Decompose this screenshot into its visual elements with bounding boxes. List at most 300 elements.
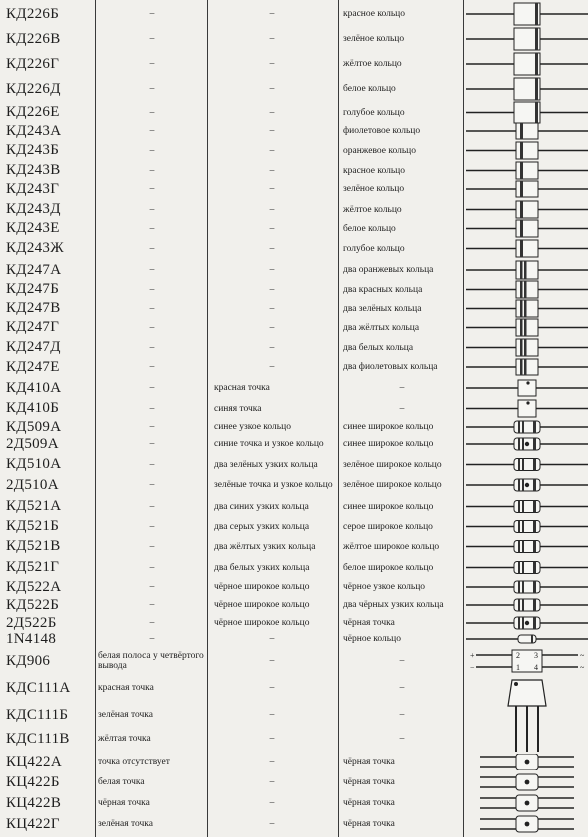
diode-body-icon [516,181,538,197]
marking-text: – [149,165,155,176]
package-icon [466,52,588,76]
diode-type: КД243А [6,122,62,139]
diode-type: КЦ422А [6,753,62,770]
marking-text: белая точка [98,777,145,787]
case-marking [100,219,204,238]
marking-text: – [149,303,155,314]
anode-marking [210,632,334,646]
marking-text: жёлтое кольцо [343,59,402,69]
marking-ring-icon [520,181,523,197]
table-row [0,813,588,835]
diode-type: КД247А [6,261,62,278]
marking-text: – [149,459,155,470]
case-marking [100,578,204,596]
marking-text: красное кольцо [343,165,406,176]
marking-text: – [269,184,275,194]
package-drawing [466,358,588,376]
table-row [0,454,588,475]
cathode-marking [343,77,461,101]
diode-type: 2Д522Б [6,614,57,631]
pin-polarity-label: + [470,651,475,660]
diode-body-icon [514,562,540,574]
marking-text: зелёное кольцо [343,184,405,194]
marking-text: – [149,480,155,490]
marking-text: два белых узких кольца [214,562,310,573]
diode-type: КД243Ж [6,240,64,256]
pin-number: 3 [534,651,538,660]
package-icon [466,219,588,238]
marking-ring-icon [520,123,523,139]
marking-text: – [149,107,155,118]
package-drawing [466,647,588,675]
marking-text: чёрная точка [98,798,150,808]
package-icon [466,280,588,299]
marking-text: – [149,582,155,592]
marking-ring-icon [522,521,524,533]
anode-marking [214,496,336,517]
marking-ring-icon [533,541,536,553]
marking-text: – [269,165,275,176]
diode-type: 1N4148 [6,630,57,647]
marking-ring-icon [533,521,536,533]
anode-marking [214,378,336,398]
marking-text: – [399,683,405,693]
anode-marking [210,772,334,792]
marking-text: оранжевое кольцо [343,145,416,156]
diode-body-icon [514,421,540,433]
package-drawing [466,578,588,596]
package-icon [466,27,588,51]
marking-text: чёрная точка [343,618,395,628]
marking-text: два чёрных узких кольца [343,600,444,610]
marking-ring-icon [522,581,524,593]
table-row [0,474,588,496]
marking-text: чёрная точка [343,819,395,829]
anode-marking [210,318,334,337]
marking-text: чёрное узкое кольцо [343,582,426,592]
case-marking [98,677,206,699]
table-row [0,632,588,646]
diode-body-icon [516,319,538,336]
marking-ring-icon [533,479,536,491]
package-drawing [466,516,588,537]
marking-text: – [149,562,155,573]
cathode-marking [343,647,461,675]
anode-marking [214,516,336,537]
marking-text: фиолетовое кольцо [343,126,421,136]
marking-text: белое широкое кольцо [343,562,434,573]
marking-text: два белых кольца [343,342,414,353]
package-drawing [466,772,588,792]
marking-text: – [269,84,275,94]
pin-polarity-label: − [470,663,475,672]
diode-type: КД226Е [6,104,60,120]
diode-type: КДС111Б [6,706,69,723]
case-marking [100,77,204,101]
anode-marking [210,161,334,180]
table-row [0,122,588,140]
cathode-marking [343,161,461,180]
marking-ring-icon [518,438,520,450]
marking-ring-icon [533,438,536,450]
cathode-marking [343,595,461,615]
diode-type: КД521Б [6,518,60,534]
marking-text: два красных кольца [343,284,423,295]
marking-text: – [269,9,275,19]
marking-dot-icon [514,682,518,686]
marking-ring-icon [533,581,536,593]
marking-text: чёрная точка [343,757,395,767]
anode-marking [210,793,334,813]
table-row [0,378,588,398]
case-marking [100,122,204,140]
anode-marking [210,77,334,101]
marking-text: жёлтое кольцо [343,204,402,215]
diode-type: КД226Д [6,80,61,97]
marking-text: – [269,342,275,353]
diode-type: КДС111А [6,679,71,696]
package-icon [466,454,588,475]
package-drawing [466,595,588,615]
cathode-marking [343,454,461,475]
pin-number: 1 [516,663,520,672]
diode-body-icon [516,300,538,317]
marking-text: синее широкое кольцо [343,439,434,449]
case-marking [100,557,204,578]
package-icon [466,101,588,124]
package-icon [466,239,588,258]
marking-dot-icon [525,621,529,625]
diode-type: КД243Г [6,180,60,197]
package-drawing [466,496,588,517]
case-marking [100,595,204,615]
package-icon [466,793,588,813]
marking-text: – [269,656,275,666]
diode-type: 2Д510А [6,476,59,493]
diode-body-icon [518,635,536,643]
marking-ring-icon [522,479,524,491]
diode-type: КД410А [6,379,62,396]
marking-text: – [149,184,155,194]
package-icon [466,647,588,675]
case-marking [100,52,204,76]
diode-type: КД243Д [6,201,61,217]
anode-marking [214,614,336,632]
anode-marking [210,260,334,280]
table-row [0,647,588,675]
case-marking [100,398,204,419]
marking-text: два серых узких кольца [214,521,310,532]
diode-body-icon [514,541,540,553]
diode-type: КД247Б [6,281,60,297]
package-icon [466,516,588,537]
package-drawing [466,434,588,454]
diode-body-icon [516,201,538,218]
marking-text: белое кольцо [343,84,396,94]
marking-text: зелёная точка [98,819,153,829]
diode-body-icon [516,359,538,375]
marking-text: – [269,223,275,234]
anode-marking [210,101,334,124]
cathode-marking [343,578,461,596]
package-icon [466,338,588,357]
marking-text: голубое кольцо [343,243,405,254]
marking-ring-icon [522,599,524,611]
case-marking [100,632,204,646]
marking-text: – [269,683,275,693]
table-row [0,772,588,792]
case-marking [98,813,206,835]
package-icon [466,614,588,632]
anode-marking [214,474,336,496]
diode-type: КД243Б [6,142,60,158]
anode-marking [210,754,334,770]
marking-text: – [149,34,155,44]
marking-text: – [269,59,275,69]
marking-ring-icon [533,617,536,629]
package-drawing [466,632,588,646]
marking-ring-icon [522,459,524,471]
table-row [0,280,588,299]
marking-ring-icon [518,599,520,611]
marking-text: жёлтое широкое кольцо [343,541,440,552]
marking-ring-icon [524,339,527,356]
marking-text: голубое кольцо [343,107,405,118]
case-marking [100,454,204,475]
marking-ring-icon [522,562,524,574]
cathode-marking [343,700,461,730]
table-row [0,434,588,454]
marking-dot-icon [526,381,529,384]
anode-marking [210,52,334,76]
marking-text: белое кольцо [343,223,396,234]
package-icon [466,496,588,517]
marking-text: синяя точка [214,403,262,414]
diode-body-icon [514,521,540,533]
marking-ring-icon [522,438,524,450]
diode-type: КД509А [6,418,62,435]
anode-marking [210,813,334,835]
marking-text: – [399,403,405,414]
marking-text: точка отсутствует [98,757,170,767]
marking-ring-icon [518,501,520,513]
package-icon [466,358,588,376]
marking-text: – [269,303,275,314]
diode-type: КЦ422Г [6,815,60,832]
marking-text: два синих узких кольца [214,501,309,512]
case-marking [100,358,204,376]
table-row [0,398,588,419]
diode-type: КД510А [6,456,62,472]
case-marking [98,700,206,730]
marking-ring-icon [533,421,536,433]
diode-type: КД521Г [6,559,60,575]
anode-marking [210,280,334,299]
marking-dot-icon [525,822,530,827]
package-drawing [466,338,588,357]
diode-type: КДС111В [6,730,70,747]
cathode-marking [343,496,461,517]
marking-text: – [269,34,275,44]
marking-ring-icon [522,617,524,629]
table-row [0,52,588,76]
cathode-marking [343,793,461,813]
package-drawing [466,398,588,419]
cathode-marking [343,299,461,318]
case-marking [100,434,204,454]
marking-text: красная точка [98,683,154,693]
case-marking [100,161,204,180]
marking-text: – [149,59,155,69]
anode-marking [210,338,334,357]
marking-ring-icon [518,479,520,491]
marking-text: – [269,322,275,333]
marking-text: – [149,501,155,512]
marking-text: – [269,777,275,787]
diode-type: КД247Д [6,339,61,355]
marking-text: – [269,107,275,118]
marking-text: – [399,710,405,720]
package-icon [466,200,588,219]
diode-type: КД521В [6,538,61,554]
marking-ring-icon [520,162,523,179]
marking-dot-icon [525,483,529,487]
marking-text: – [149,9,155,19]
marking-ring-icon [531,635,533,643]
case-marking [100,338,204,357]
marking-text: синее узкое кольцо [214,422,291,432]
table-row [0,614,588,632]
diode-type: КД243В [6,162,61,178]
diode-type: КД247Е [6,358,60,375]
marking-ring-icon [533,562,536,574]
marking-text: – [149,84,155,94]
cathode-marking [343,122,461,140]
case-marking [100,318,204,337]
marking-text: – [149,265,155,275]
case-marking [98,772,206,792]
anode-marking [214,595,336,615]
marking-dot-icon [526,401,529,404]
case-marking [100,200,204,219]
marking-ring-icon [533,459,536,471]
marking-text: чёрная точка [343,798,395,808]
anode-marking [214,454,336,475]
cathode-marking [343,200,461,219]
cathode-marking [343,180,461,198]
anode-marking [210,2,334,26]
diode-body-icon [516,162,538,179]
diode-body-icon [514,459,540,471]
marking-text: – [399,734,405,744]
marking-text: – [269,204,275,215]
marking-ring-icon [524,300,527,317]
marking-text: – [269,284,275,295]
diode-type: КД247Г [6,319,60,335]
package-icon [466,260,588,280]
cathode-marking [343,813,461,835]
marking-text: – [399,656,405,666]
table-row [0,338,588,357]
marking-ring-icon [535,28,538,50]
marking-ring-icon [520,142,523,159]
anode-marking [214,398,336,419]
anode-marking [210,700,334,730]
cathode-marking [343,141,461,160]
marking-text: – [149,541,155,552]
package-body-icon [508,680,546,706]
marking-text: – [149,243,155,254]
marking-text: – [149,223,155,234]
table-row [0,557,588,578]
diode-body-icon [516,220,538,237]
anode-marking [210,141,334,160]
marking-text: – [149,439,155,449]
cathode-marking [343,358,461,376]
package-drawing [466,813,588,835]
anode-marking [210,122,334,140]
diode-type: КЦ422Б [6,773,60,790]
cathode-marking [343,474,461,496]
marking-ring-icon [522,501,524,513]
table-row [0,318,588,337]
package-icon [466,557,588,578]
cathode-marking [343,260,461,280]
marking-ring-icon [522,421,524,433]
anode-marking [210,299,334,318]
case-marking [100,496,204,517]
marking-text: два оранжевых кольца [343,265,434,275]
marking-text: – [149,204,155,215]
cathode-marking [343,677,461,699]
table-row [0,101,588,124]
cathode-marking [343,219,461,238]
case-marking [100,474,204,496]
case-marking [98,728,206,750]
marking-text: – [149,383,155,393]
marking-text: – [269,362,275,372]
marking-text: – [149,600,155,610]
case-marking [100,614,204,632]
marking-dot-icon [525,442,529,446]
marking-ring-icon [518,562,520,574]
marking-ring-icon [520,261,523,279]
package-drawing [466,2,588,26]
marking-text: – [269,734,275,744]
marking-ring-icon [520,319,523,336]
anode-marking [214,536,336,557]
marking-text: зелёная точка [98,710,153,720]
table-row [0,496,588,517]
table-row [0,219,588,238]
package-drawing [466,378,588,398]
marking-text: – [269,819,275,829]
package-drawing [466,219,588,238]
package-icon [466,813,588,835]
marking-text: красная точка [214,383,270,393]
table-row [0,180,588,198]
table-row [0,161,588,180]
package-icon [466,77,588,101]
marking-ring-icon [518,459,520,471]
marking-ring-icon [520,220,523,237]
diode-type: КД906 [6,652,51,669]
marking-text: – [149,403,155,414]
marking-ring-icon [524,319,527,336]
marking-text: – [269,710,275,720]
package-drawing [466,614,588,632]
marking-text: зелёные точка и узкое кольцо [214,480,333,490]
